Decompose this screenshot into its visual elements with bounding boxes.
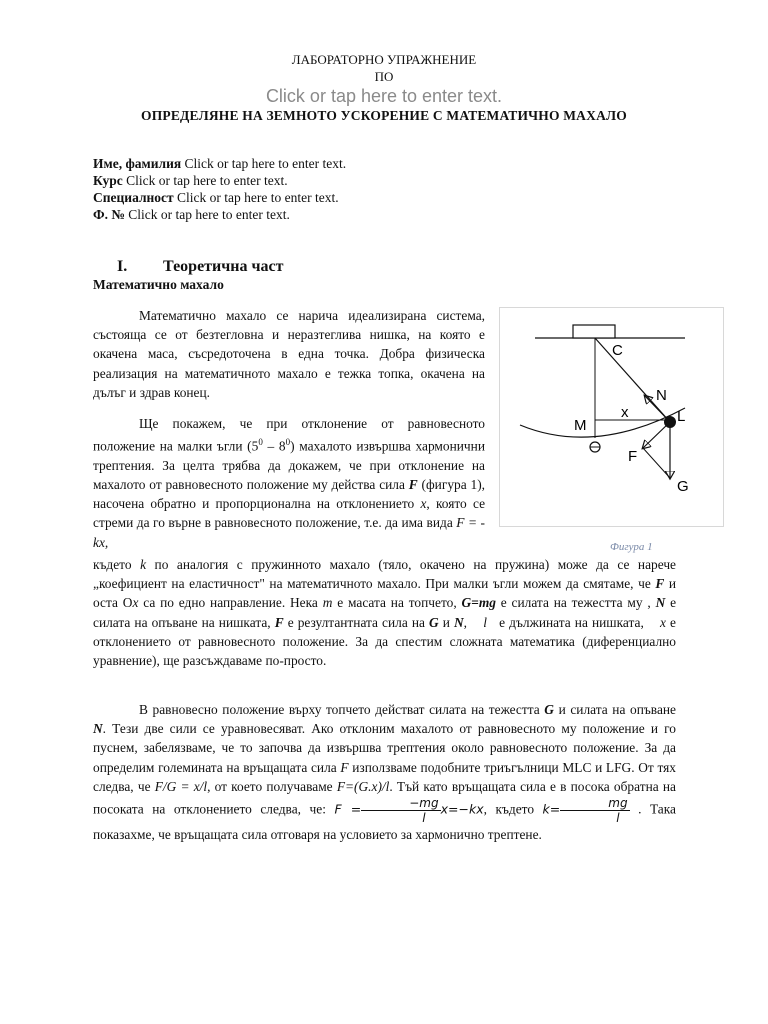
p3-text-h: е резултантната сила на [283,614,430,630]
document-title: ОПРЕДЕЛЯНЕ НА ЗЕМНОТО УСКОРЕНИЕ С МАТЕМАТИЧНО МАХАЛО [141,108,627,123]
p2-text-c: – 8 [262,438,286,454]
section-number: I. [117,258,128,275]
p3-text-g: е силата на опъване на нишката, [93,595,677,630]
suspension-block [573,325,615,338]
p3-force-f: F [655,576,665,592]
p3-formula-g: G=mg [461,595,496,611]
gf-line [643,448,670,478]
eq1-fraction [361,796,440,825]
p4-force-n: N [93,721,103,737]
p4-text-a: В равновесно положение върху топчето действат силата на тежестта [139,702,545,717]
course-field-value[interactable]: Click or tap here to enter text. [126,173,288,188]
p3-var-k: k [140,557,147,572]
paragraph-3 [93,555,676,670]
name-field-value[interactable]: Click or tap here to enter text. [184,156,347,171]
name-field[interactable] [93,156,346,172]
faculty-number-field-label: Ф. № [93,207,125,222]
p4-text-f: . Тъй като връщащата сила е в посока обратна на посоката на отклонението следва, че: [93,778,676,817]
p4-ratio: F/G = x/l [154,778,208,794]
p4-force-g: G [544,702,554,717]
header-line-2: ПО [374,69,394,84]
label-l: L [677,408,686,425]
p2-degree-1: 0 [258,437,263,448]
p3-text-i: и [438,614,454,630]
p2-text-g: , която се стреми да го върне в равновесното положение, т.е. да има вида [93,496,486,531]
name-field-label: Име, фамилия [93,156,182,171]
p3-text-j: , [463,614,484,630]
subject-placeholder-field[interactable]: Click or tap here to enter text. [265,86,503,106]
p3-force-n2: N [454,614,464,630]
p3-force-n: N [655,595,666,611]
p3-var-l: l [483,614,487,630]
p3-force-f2: F [274,614,284,630]
specialty-field-label: Специалност [93,190,174,205]
p3-text-d: са по едно направление. Нека [138,595,323,611]
p4-text-b: и силата на опъване [553,702,676,717]
paragraph-1 [93,306,485,402]
eq2-lhs: k= [542,801,561,817]
string-line [595,338,670,422]
label-f: F [628,448,638,465]
p2-degree-2: 0 [285,437,291,448]
paragraph-2 [93,414,485,552]
header-line-1: ЛАБОРАТОРНО УПРАЖНЕНИЕ [291,52,477,67]
p2-text-f: (фигура 1), насочена обратно и пропорционална на отклонението [93,477,486,512]
eq2-denominator: l [616,811,620,826]
p3-text-a: където [93,557,141,572]
eq1-numerator: −mg [361,796,440,811]
specialty-field[interactable] [93,190,339,206]
faculty-number-field-value[interactable]: Click or tap here to enter text. [128,207,290,222]
p3-text-e: е масата на топчето, [332,595,462,611]
p4-text-h: . Така показахме, че връщащата сила отговаря на условието за хармонично трептене. [93,801,676,843]
p4-text-g: , където [483,801,543,817]
specialty-field-value[interactable]: Click or tap here to enter text. [177,190,339,205]
eq1-denominator: l [422,811,426,826]
course-field-label: Курс [93,173,123,188]
figure-caption: Фигура 1 [610,541,653,553]
label-g: G [677,478,689,495]
label-x: x [621,404,629,421]
p3-text-c: и оста О [93,576,676,611]
paragraph-1-text: Математично махало се нарича идеализирана система, състояща се от безтегловна и неразтеглива нишка, на която е окачена маса, съсредоточена в една точка. Добра физическа реализация на математичното махало е тежка топка, окачена на дълъг и здрав конец. [93,308,485,400]
p2-text-a: Ще покажем, че при отклонение от равновесното положение на малки ъгли (5 [93,416,485,454]
eq1-rhs: x=−kx [440,801,484,817]
p2-var-x: x [420,496,427,512]
eq2-numerator: mg [560,796,629,811]
label-m: M [574,417,587,434]
label-c: C [612,342,623,359]
p2-formula: F = - kx, [93,515,485,550]
course-field[interactable] [93,173,288,189]
p3-text-l: е отклонението от равновесното положение. За да спестим сложната математика (диференциално уравнение), ще разсъждаваме по-просто. [93,614,677,669]
p4-force-f: F [340,759,349,775]
faculty-number-field[interactable] [93,207,290,223]
label-n: N [656,387,667,404]
p4-text-c: . Тези две сили се уравновесяват. Ако отклоним махалото от равновесното му положение и го пуснем, забелязваме, че то започва да извършва трептения около равновесното положение. За да определим големината на връщащата сила [93,721,676,775]
p3-var-x: x [132,595,139,611]
p3-text-b: по аналогия с пружинното махало (тяло, окачено на пружина) може да се нарече „коефициент на еластичност" на математичното махало. При малки ъгли можем да смятаме, че [93,557,676,592]
p4-text-d: използваме подобните триъгълници MLC и LFG. От тях следва, че [93,759,676,794]
bob [664,416,676,428]
p3-text-k: е дължината на нишката, [487,614,661,630]
paragraph-4 [93,700,676,844]
p2-text-e: ) махалото извършва хармонични трептения. За целта трябва да докажем, че при отклонение на махалото от равновесното положение му действа сила [93,438,486,493]
p2-force-f: F [408,477,418,493]
p4-text-e: , от което получаваме [207,778,337,794]
section-title: Теоретична част [163,258,284,275]
p3-force-g2: G [429,614,439,630]
pendulum-diagram [500,308,723,526]
p3-text-f: е силата на тежестта му , [495,595,656,611]
pendulum-figure [499,307,724,527]
p4-result: F=(G.x)/l [336,778,390,794]
eq1-lhs: F = [334,801,362,817]
p3-var-x2: x [660,614,666,630]
p3-var-m: m [322,595,333,611]
eq2-fraction [560,796,629,825]
section-subtitle: Математично махало [93,277,224,292]
